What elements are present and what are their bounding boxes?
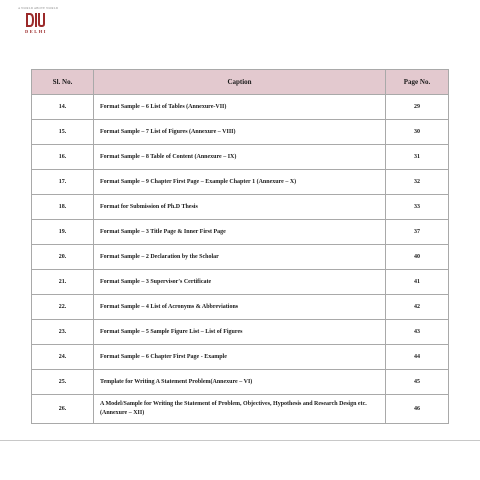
logo-name: DELHI bbox=[24, 29, 47, 34]
row-sl-no: 25. bbox=[32, 370, 94, 395]
row-caption: Format Sample – 6 Chapter First Page - Example bbox=[94, 345, 386, 370]
table-row bbox=[32, 320, 449, 345]
row-caption-line2: (Annexure – XII) bbox=[100, 410, 145, 416]
row-caption: Format Sample – 9 Chapter First Page – Example Chapter 1 (Annexure – X) bbox=[94, 170, 386, 195]
row-sl-no: 18. bbox=[32, 195, 94, 220]
row-sl-no: 17. bbox=[32, 170, 94, 195]
table-row bbox=[32, 220, 449, 245]
table-row bbox=[32, 370, 449, 395]
row-caption: Format Sample – 3 Title Page & Inner First Page bbox=[94, 220, 386, 245]
table-row bbox=[32, 95, 449, 120]
table-row bbox=[32, 270, 449, 295]
row-page-no: 42 bbox=[386, 295, 449, 320]
row-caption: Format Sample – 4 List of Acronyms & Abbreviations bbox=[94, 295, 386, 320]
row-sl-no: 23. bbox=[32, 320, 94, 345]
contents-table bbox=[31, 69, 449, 424]
row-page-no: 41 bbox=[386, 270, 449, 295]
row-caption: Template for Writing A Statement Problem(Annexure – VI) bbox=[94, 370, 386, 395]
table-row bbox=[32, 345, 449, 370]
table-row bbox=[32, 245, 449, 270]
row-page-no: 29 bbox=[386, 95, 449, 120]
row-page-no: 37 bbox=[386, 220, 449, 245]
row-caption: A Model/Sample for Writing the Statement of Problem, Objectives, Hypothesis and Research Design etc. bbox=[100, 401, 367, 407]
footer-divider bbox=[0, 440, 480, 441]
row-caption: Format Sample – 7 List of Figures (Annexure – VIII) bbox=[94, 120, 386, 145]
table-row bbox=[32, 395, 449, 424]
header-page-no: Page No. bbox=[386, 70, 449, 95]
row-sl-no: 16. bbox=[32, 145, 94, 170]
row-sl-no: 24. bbox=[32, 345, 94, 370]
row-caption: Format Sample – 3 Supervisor's Certificate bbox=[94, 270, 386, 295]
table-row bbox=[32, 120, 449, 145]
table-row bbox=[32, 145, 449, 170]
row-page-no: 46 bbox=[386, 395, 449, 424]
header-sl-no: Sl. No. bbox=[32, 70, 94, 95]
logo-tagline: A WORLD ABOVE WORLD bbox=[18, 6, 59, 10]
row-caption: Format Sample – 8 Table of Content (Annexure – IX) bbox=[94, 145, 386, 170]
row-page-no: 43 bbox=[386, 320, 449, 345]
row-sl-no: 20. bbox=[32, 245, 94, 270]
row-sl-no: 14. bbox=[32, 95, 94, 120]
row-page-no: 44 bbox=[386, 345, 449, 370]
row-page-no: 33 bbox=[386, 195, 449, 220]
row-caption-cell bbox=[94, 395, 386, 424]
row-caption: Format Sample – 2 Declaration by the Scholar bbox=[94, 245, 386, 270]
row-sl-no: 19. bbox=[32, 220, 94, 245]
table-row bbox=[32, 295, 449, 320]
row-page-no: 40 bbox=[386, 245, 449, 270]
row-page-no: 31 bbox=[386, 145, 449, 170]
row-caption: Format Sample – 6 List of Tables (Annexure-VII) bbox=[94, 95, 386, 120]
header-caption: Caption bbox=[94, 70, 386, 95]
row-sl-no: 22. bbox=[32, 295, 94, 320]
row-sl-no: 26. bbox=[32, 395, 94, 424]
row-sl-no: 21. bbox=[32, 270, 94, 295]
row-sl-no: 15. bbox=[32, 120, 94, 145]
university-logo bbox=[18, 6, 59, 46]
row-page-no: 45 bbox=[386, 370, 449, 395]
row-caption: Format Sample – 5 Sample Figure List – List of Figures bbox=[94, 320, 386, 345]
row-caption: Format for Submission of Ph.D Thesis bbox=[94, 195, 386, 220]
row-page-no: 32 bbox=[386, 170, 449, 195]
row-page-no: 30 bbox=[386, 120, 449, 145]
table-row bbox=[32, 170, 449, 195]
table-header-row bbox=[32, 70, 449, 95]
logo-mark-icon bbox=[25, 11, 47, 29]
table-row bbox=[32, 195, 449, 220]
